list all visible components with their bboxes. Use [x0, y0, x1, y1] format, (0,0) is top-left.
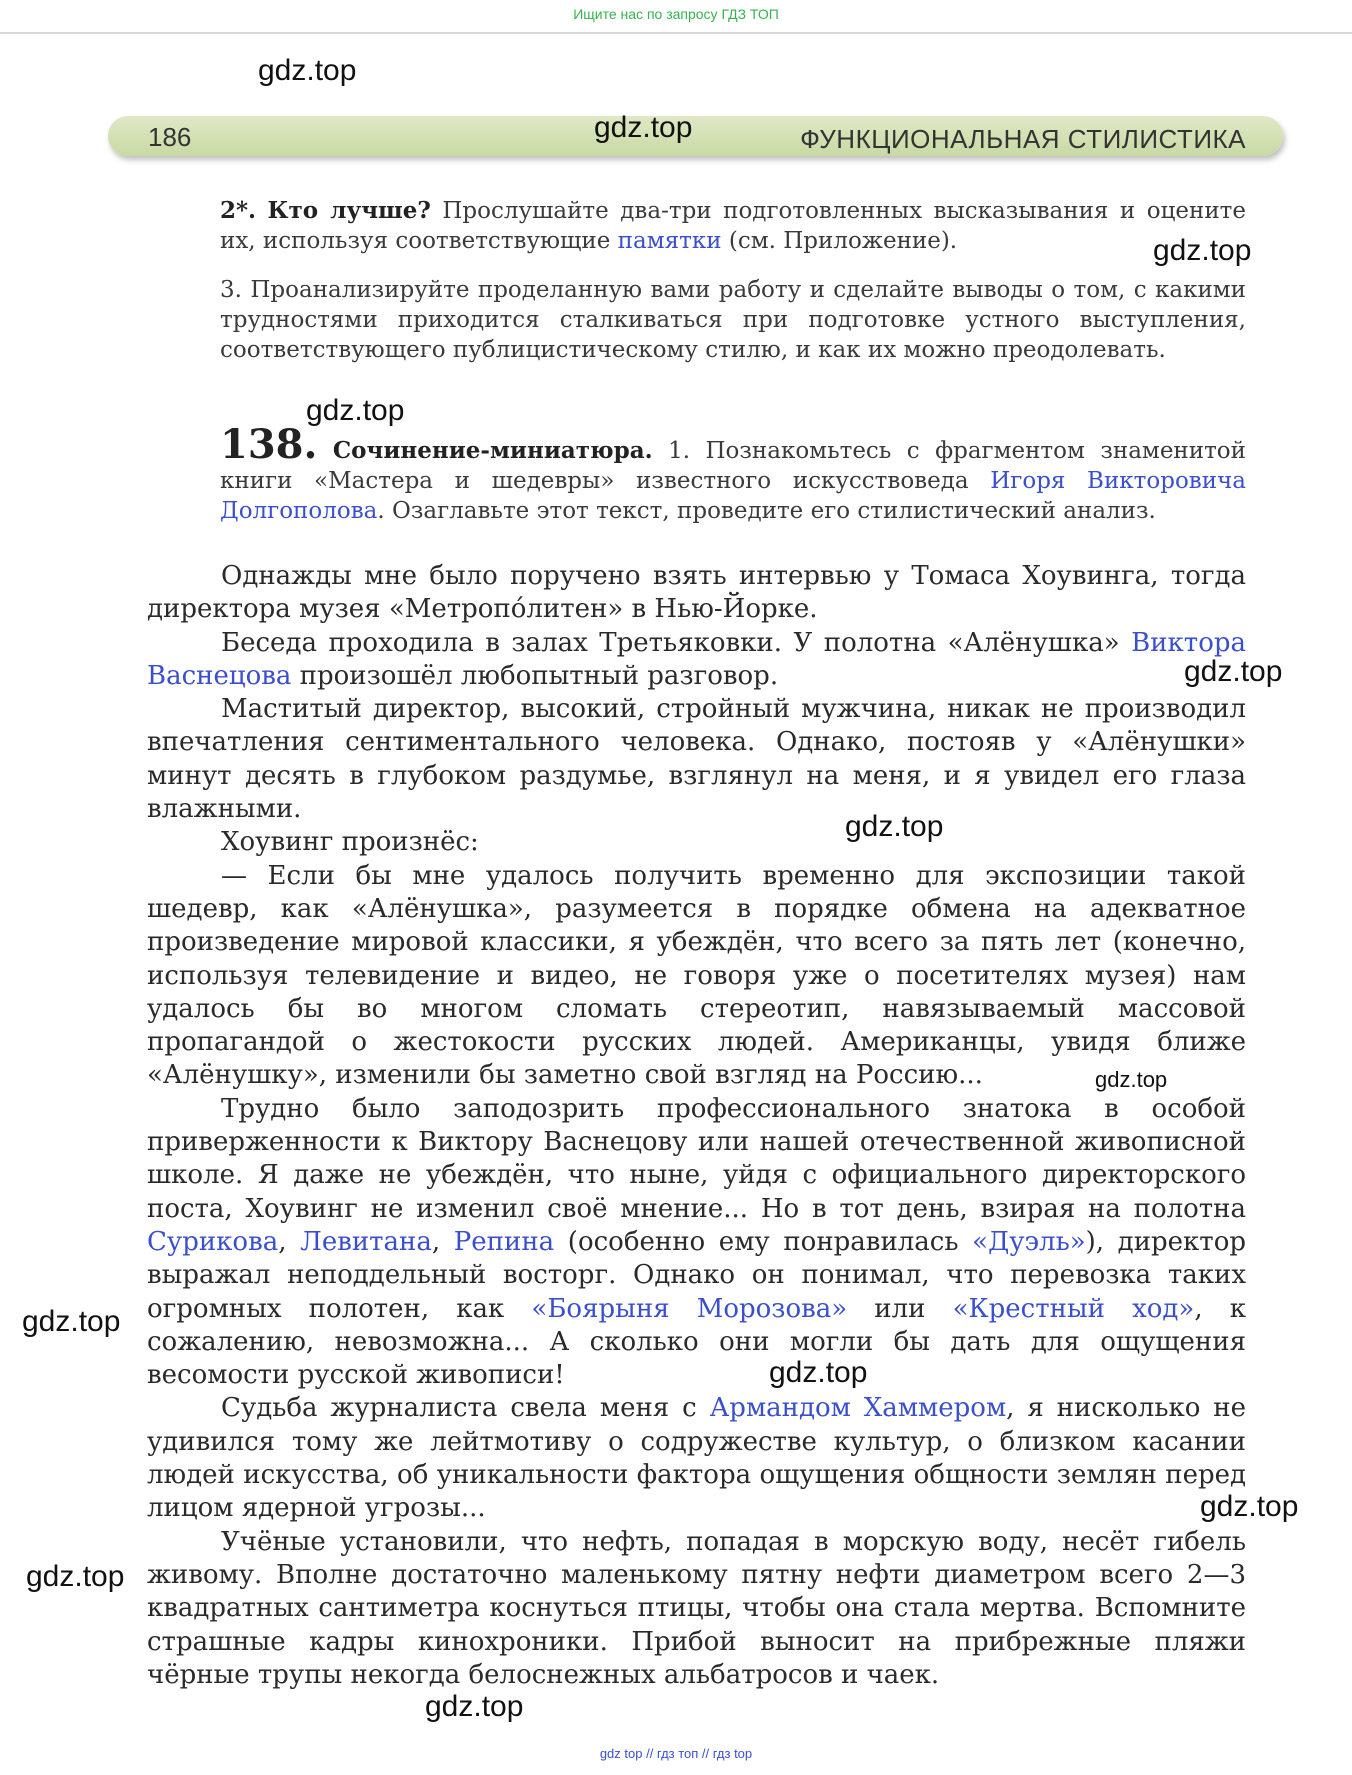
surikov-link[interactable]: Сурикова	[147, 1226, 279, 1257]
vasnetsov-link[interactable]: Виктора Васнецова	[147, 627, 1246, 691]
section-title: ФУНКЦИОНАЛЬНАЯ СТИЛИСТИКА	[800, 124, 1246, 154]
page-number: 186	[148, 122, 192, 152]
watermark: gdz.top	[22, 1305, 121, 1338]
task-2-text-a: Прослушайте два-три подготовленных высказывания и оцените их, используя соответствующие	[220, 198, 1247, 254]
watermark: gdz.top	[845, 810, 944, 843]
story-paragraph	[147, 1392, 1246, 1525]
story-text-fragment: ,	[278, 1226, 301, 1257]
story-paragraph: Хоувинг произнёс:	[221, 827, 479, 858]
hammer-link[interactable]: Армандом Хаммером	[709, 1393, 1007, 1424]
story-paragraph: Учёные установили, что нефть, попадая в морскую воду, несёт гибель живому. Вполне достаточно маленькому пятну нефти диаметром всего 2—3 квадратных сантиметра коснуться птицы, чтобы она стала мертва. Вспомните страшные кадры кинохроники. Прибой выносит на прибрежные пляжи чёрные трупы некогда белоснежных альбатросов и чаек.	[147, 1526, 1246, 1690]
exercise-title: Сочинение-миниатюра.	[332, 437, 653, 464]
watermark: gdz.top	[769, 1356, 868, 1389]
story-text-fragment: (особенно ему понравилась	[554, 1226, 973, 1257]
memo-link[interactable]: памятки	[617, 228, 722, 254]
story-text-fragment: произошёл любопытный разговор.	[291, 660, 779, 691]
krestny-khod-link[interactable]: «Крестный ход»	[952, 1293, 1195, 1324]
story-text-fragment: ,	[431, 1226, 454, 1257]
task-2	[220, 196, 1246, 256]
task-2-text-b: (см. Приложение).	[721, 228, 958, 254]
story-paragraph: Однажды мне было поручено взять интервью у Томаса Хоувинга, тогда директора музея «Метропо́литен» в Нью-Йорке.	[147, 561, 1246, 625]
story-paragraph: — Если бы мне удалось получить временно для экспозиции такой шедевр, как «Алёнушка», разумеется в порядке обмена на адекватное произведение мировой классики, я убеждён, что всего за пять лет (конечно, используя телевидение и видео, не говоря уже о посетителях музея) нам удалось бы во многом сломать стереотип, навязываемый массовой пропагандой о жестокости русских людей. Американцы, увидя ближе «Алёнушку», изменили бы заметно свой взгляд на Россию...	[147, 860, 1246, 1091]
story-text-fragment: , я нисколько не удивился тому же лейтмотиву о содружестве культур, о близком касании людей искусства, об уникальности фактора ощущения общности землян перед лицом ядерной угрозы...	[147, 1393, 1247, 1524]
watermark: gdz.top	[1184, 655, 1283, 688]
task-3: 3. Проанализируйте проделанную вами работу и сделайте выводы о том, с какими трудностями приходится сталкиваться при подготовке устного выступления, соответствующего публицистическому стилю, и как их можно преодолевать.	[220, 277, 1246, 363]
story-text-fragment: Судьба журналиста свела меня с	[221, 1393, 710, 1424]
watermark: gdz.top	[1095, 1067, 1168, 1092]
exercise-number: 138.	[220, 421, 318, 468]
story-text-fragment: , к сожалению, невозможна... А сколько они могли бы дать для ощущения весомости русской живописи!	[147, 1293, 1246, 1391]
watermark: gdz.top	[425, 1690, 524, 1723]
story-text-fragment: ), директор выражал неподдельный восторг. Однако он понимал, что перевозка таких огромных полотен, как	[147, 1226, 1246, 1324]
watermark: gdz.top	[1200, 1490, 1299, 1523]
story-text-fragment: или	[847, 1293, 953, 1324]
story-paragraph	[147, 1093, 1246, 1393]
duel-link[interactable]: «Дуэль»	[972, 1226, 1086, 1257]
top-banner-text[interactable]: Ищите нас по запросу ГДЗ ТОП	[573, 6, 779, 22]
watermark: gdz.top	[306, 394, 405, 427]
story-text-fragment: Трудно было заподозрить профессионального знатока в особой приверженности к Виктору Васнецову или нашей отечественной живописной школе. Я даже не убеждён, что ныне, уйдя с официального директорского поста, Хоувинг не изменил своё мнение... Но в тот день, взирая на полотна	[147, 1093, 1246, 1224]
watermark: gdz.top	[258, 54, 357, 87]
bottom-banner[interactable]: gdz top // гдз топ // гдз top	[599, 1746, 753, 1761]
story-text-fragment: Беседа проходила в залах Третьяковки. У полотна «Алёнушка»	[221, 627, 1132, 658]
story-text	[147, 560, 1246, 1692]
repin-link[interactable]: Репина	[453, 1226, 555, 1257]
task-2-number: 2*.	[220, 197, 257, 224]
story-paragraph: Маститый директор, высокий, стройный мужчина, никак не производил впечатления сентиментального человека. Однако, постояв у «Алёнушки» минут десять в глубоком раздумье, взглянул на меня, и я увидел его глаза влажными.	[147, 694, 1246, 825]
boyarynya-morozova-link[interactable]: «Боярыня Морозова»	[531, 1293, 848, 1324]
watermark: gdz.top	[594, 111, 693, 144]
author-link[interactable]: Игоря Викторовича Долгополова	[220, 468, 1246, 524]
watermark: gdz.top	[1153, 234, 1252, 267]
exercise-138	[220, 421, 1246, 526]
watermark: gdz.top	[26, 1560, 125, 1593]
levitan-link[interactable]: Левитана	[300, 1226, 432, 1257]
top-banner	[0, 0, 1352, 34]
exercise-text-b: . Озаглавьте этот текст, проведите его стилистический анализ.	[377, 498, 1156, 524]
task-2-bold: Кто лучше?	[267, 197, 431, 224]
story-paragraph	[147, 627, 1246, 694]
exercise-text-a: 1. Познакомьтесь с фрагментом знаменитой книги «Мастера и шедевры» известного искусствоведа	[220, 438, 1246, 494]
